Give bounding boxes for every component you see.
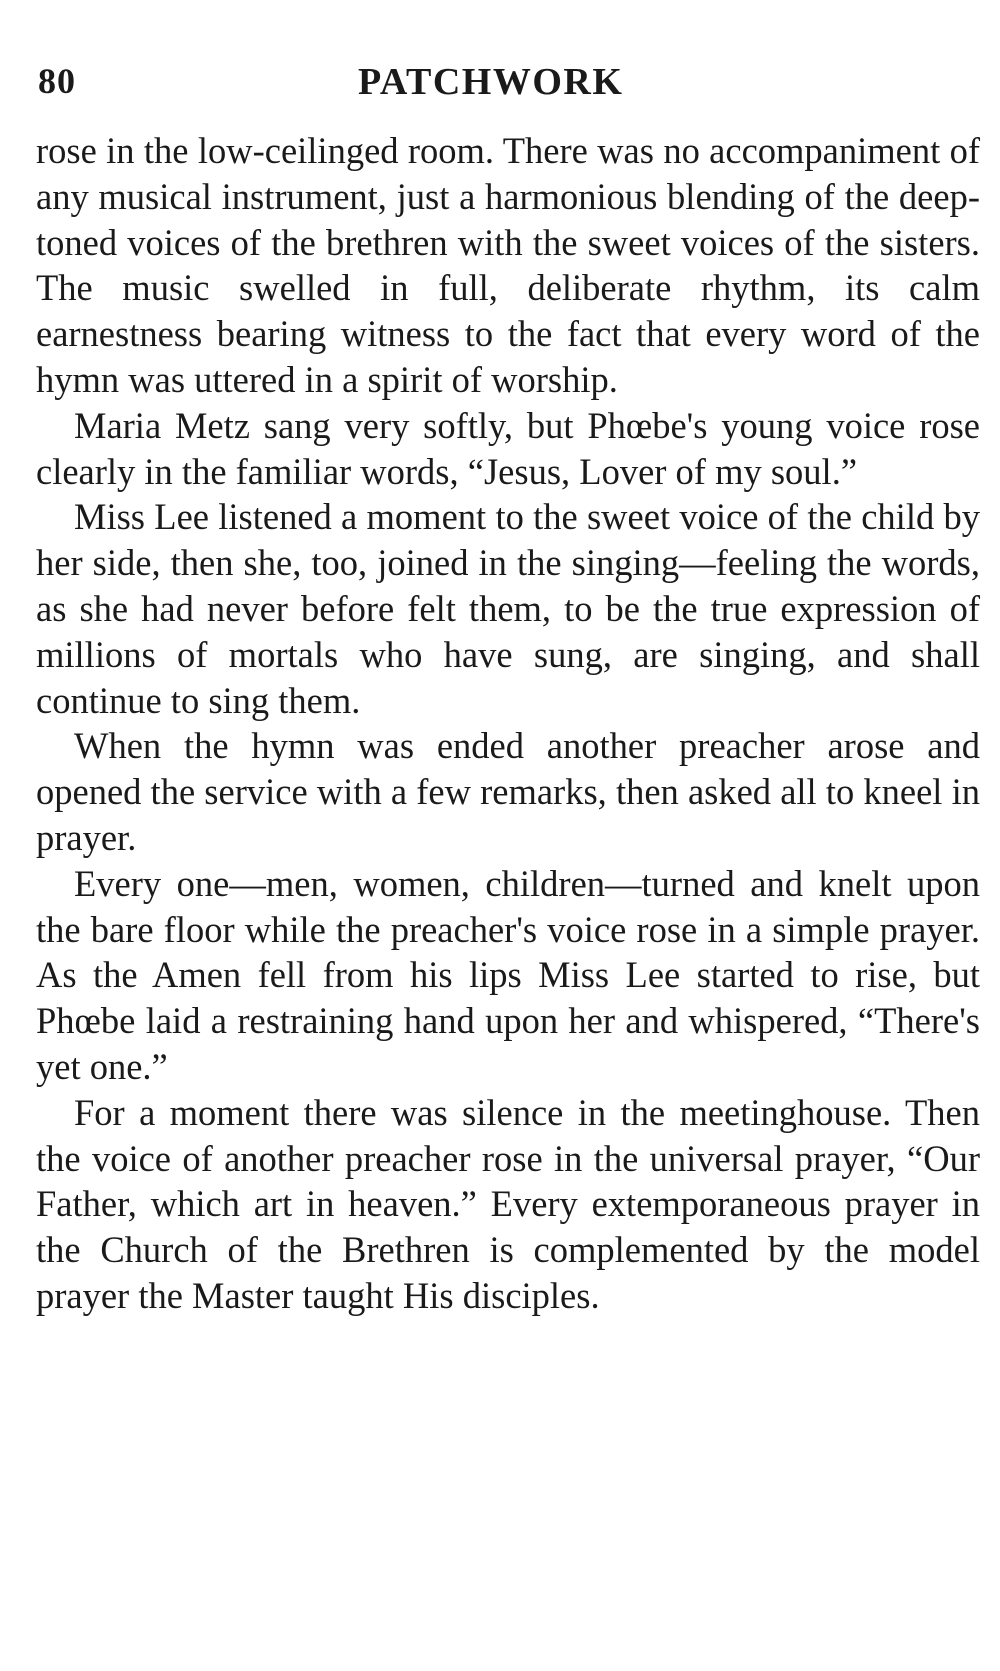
paragraph-continued: rose in the low-ceilinged room. There was no accompaniment of any musical instrument, just a harmonious blending of the deep-toned voices of the brethren with the sweet voices of the sisters. The music swelled in full, deliberate rhythm, its calm earnestness bearing witness to the fact that every word of the hymn was uttered in a spirit of worship. <box>36 130 980 400</box>
running-title: PATCHWORK <box>358 61 624 103</box>
body-text <box>36 128 980 1319</box>
running-head <box>38 60 978 110</box>
paragraph-hymn-ended: When the hymn was ended another preacher arose and opened the service with a few remarks, then asked all to kneel in prayer. <box>36 725 980 858</box>
paragraph-lords-prayer: For a moment there was silence in the meetinghouse. Then the voice of another preacher rose in the universal prayer, “Our Father, which art in heaven.” Every extemporaneous prayer in the Church of the Brethren is complemented by the model prayer the Master taught His disciples. <box>36 1091 980 1316</box>
paragraph-miss-lee-joins: Miss Lee listened a moment to the sweet voice of the child by her side, then she, too, joined in the singing—feeling the words, as she had never before felt them, to be the true expression of millions of mortals who have sung, are singing, and shall continue to sing them. <box>36 496 980 721</box>
page-number: 80 <box>38 61 76 101</box>
paragraph-hymn-singing: Maria Metz sang very softly, but Phœbe's young voice rose clearly in the familiar words, “Jesus, Lover of my soul.” <box>36 404 980 492</box>
paragraph-kneel-prayer: Every one—men, women, children—turned and knelt upon the bare floor while the preacher's voice rose in a simple prayer. As the Amen fell from his lips Miss Lee started to rise, but Phœbe laid a restraining hand upon her and whispered, “There's yet one.” <box>36 862 980 1087</box>
